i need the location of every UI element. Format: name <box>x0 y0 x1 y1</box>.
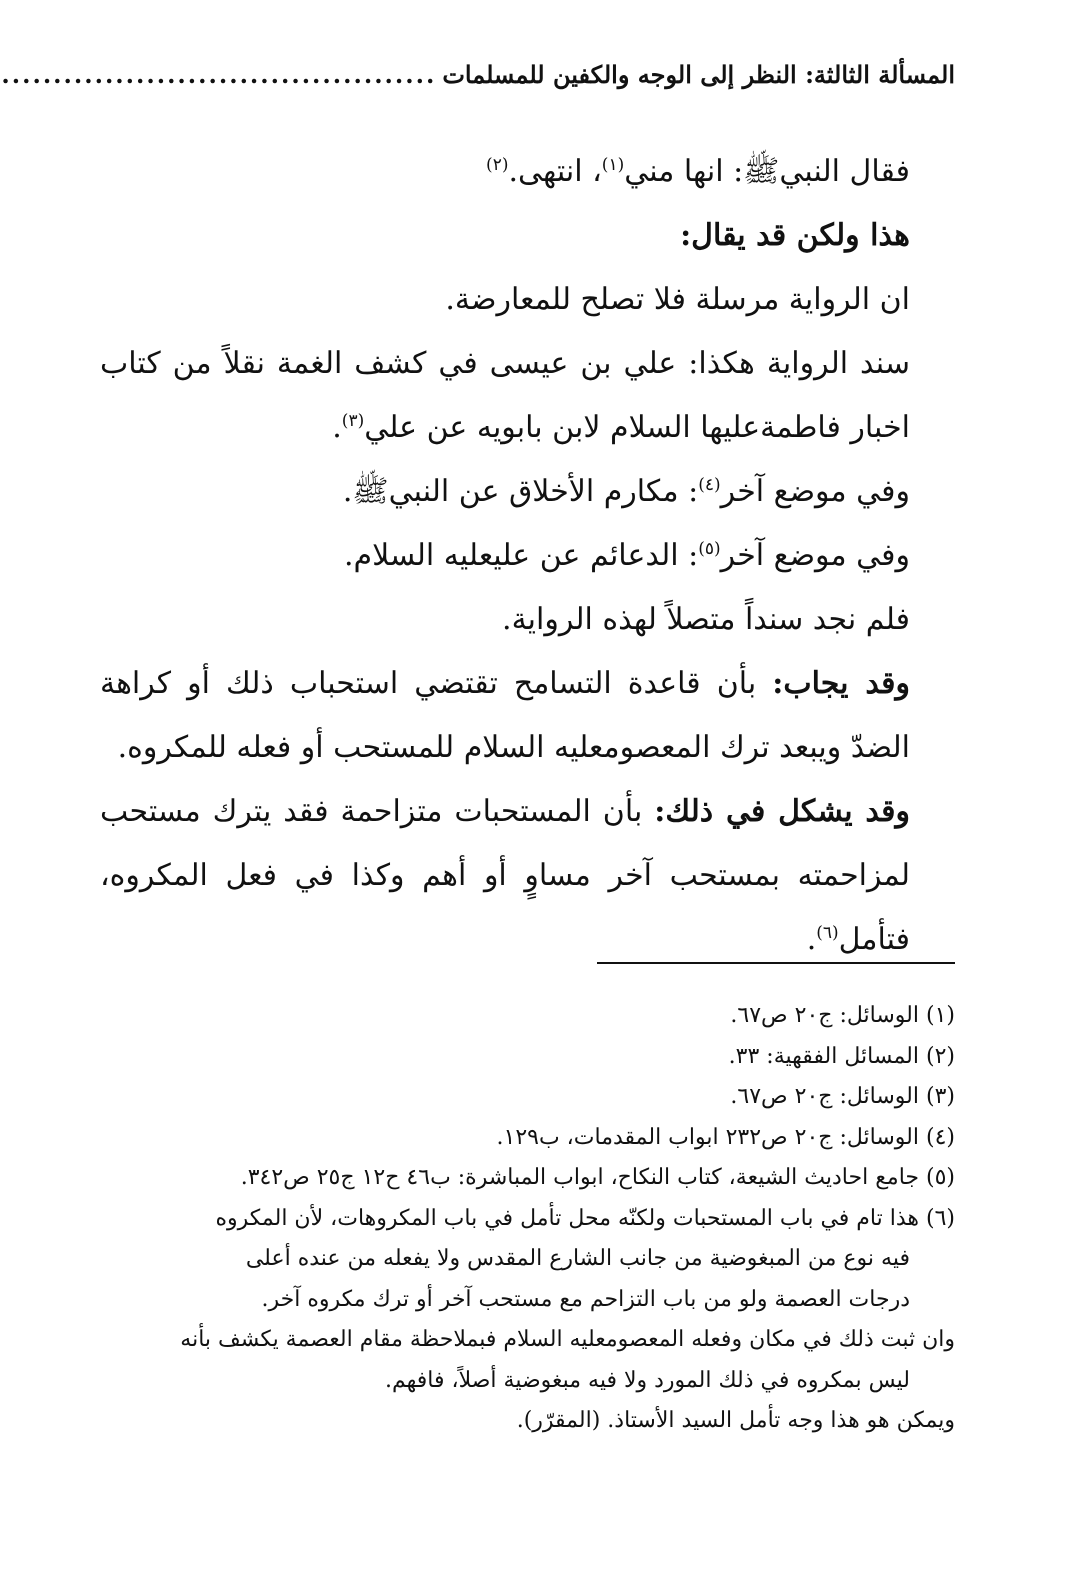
text: بأن المستحبات متزاحمة فقد يترك مستحب لمزاحمته بمستحب آخر مساوٍ أو أهم وكذا في فعل المكروه، فتأمل <box>100 794 910 957</box>
text: سند الرواية هكذا: علي بن عيسى في كشف الغمة نقلاً من كتاب اخبار فاطمةعليها السلام لابن بابويه عن علي <box>100 346 910 445</box>
footnote-6-cont: وان ثبت ذلك في مكان وفعله المعصومعليه السلام فبملاحظة مقام العصمة يكشف بأنه <box>180 1327 955 1352</box>
footnote-5: (٥) جامع احاديث الشيعة، كتاب النكاح، ابواب المباشرة: ب٤٦ ح١٢ ج٢٥ ص٣٤٢. <box>240 1165 955 1190</box>
paragraph-4: سند الرواية هكذا: علي بن عيسى في كشف الغمة نقلاً من كتاب اخبار فاطمةعليها السلام لابن بابويه عن علي$^{(٣)}$. <box>100 346 910 445</box>
footnote-6-end: ويمكن هو هذا وجه تأمل السيد الأستاذ. (المقرّر). <box>516 1408 955 1433</box>
paragraph-3: ان الرواية مرسلة فلا تصلح للمعارضة. <box>445 282 910 317</box>
footnote-ref: (٦) <box>816 923 839 943</box>
page-header <box>1 58 955 92</box>
paragraph-7: فلم نجد سنداً متصلاً لهذه الرواية. <box>502 602 910 637</box>
main-text <box>100 140 955 972</box>
footnote-6-cont: درجات العصمة ولو من باب التزاحم مع مستحب آخر أو ترك مكروه آخر. <box>261 1286 910 1312</box>
footnote-ref: (٣) <box>341 411 365 431</box>
text: وفي موضع آخر <box>720 474 910 509</box>
paragraph-2 <box>100 204 955 268</box>
footnote-1: (١) الوسائل: ج٢٠ ص٦٧. <box>730 1003 955 1028</box>
bold-lead: وقد يشكل في ذلك: <box>654 794 910 829</box>
paragraph-5 <box>100 460 955 524</box>
footnote-6-cont: ليس بمكروه في ذلك المورد ولا فيه مبغوضية أصلاً، فافهم. <box>385 1367 910 1393</box>
footnotes <box>100 996 955 1442</box>
text: : الدعائم عن عليعليه السلام. <box>343 538 699 573</box>
text: : مكارم الأخلاق عن النبيﷺ. <box>342 474 699 509</box>
text: ، انتهى. <box>508 154 602 189</box>
running-title: المسألة الثالثة: النظر إلى الوجه والكفين للمسلمات <box>442 60 955 89</box>
text: وفي موضع آخر <box>720 538 910 573</box>
footnote-ref: (٢) <box>486 155 509 175</box>
footnote-3: (٣) الوسائل: ج٢٠ ص٦٧. <box>730 1084 955 1109</box>
bold-lead: وقد يجاب: <box>772 666 910 701</box>
footnote-6: (٦) هذا تام في باب المستحبات ولكنّه محل تأمل في باب المكروهات، لأن المكروه <box>215 1205 955 1231</box>
footnote-separator <box>597 962 955 964</box>
footnote-ref: (١) <box>601 155 625 175</box>
footnote-6-cont: فيه نوع من المبغوضية من جانب الشارع المقدس ولا يفعله من عنده أعلى <box>245 1246 910 1271</box>
footnote-2: (٢) المسائل الفقهية: ٣٣. <box>728 1043 955 1069</box>
heading-text: هذا ولكن قد يقال: <box>680 218 910 253</box>
paragraph-9: وقد يشكل في ذلك: بأن المستحبات متزاحمة فقد يترك مستحب لمزاحمته بمستحب آخر مساوٍ أو أهم وكذا في فعل المكروه، فتأمل$^{(٦)}$. <box>100 794 910 957</box>
text: بأن قاعدة التسامح تقتضي استحباب ذلك أو كراهة الضدّ ويبعد ترك المعصومعليه السلام للمستحب أو فعله للمكروه. <box>100 666 910 765</box>
footnote-ref: (٥) <box>698 539 721 559</box>
footnote-4: (٤) الوسائل: ج٢٠ ص٢٣٢ ابواب المقدمات، ب١٢٩. <box>496 1124 955 1150</box>
paragraph-6 <box>100 524 955 588</box>
leader-dots: .......................................... <box>1 60 437 89</box>
footnote-ref: (٤) <box>698 475 721 495</box>
text: فقال النبيﷺ: انها مني <box>624 154 910 189</box>
paragraph-8 <box>100 652 955 780</box>
paragraph-1 <box>100 140 955 204</box>
